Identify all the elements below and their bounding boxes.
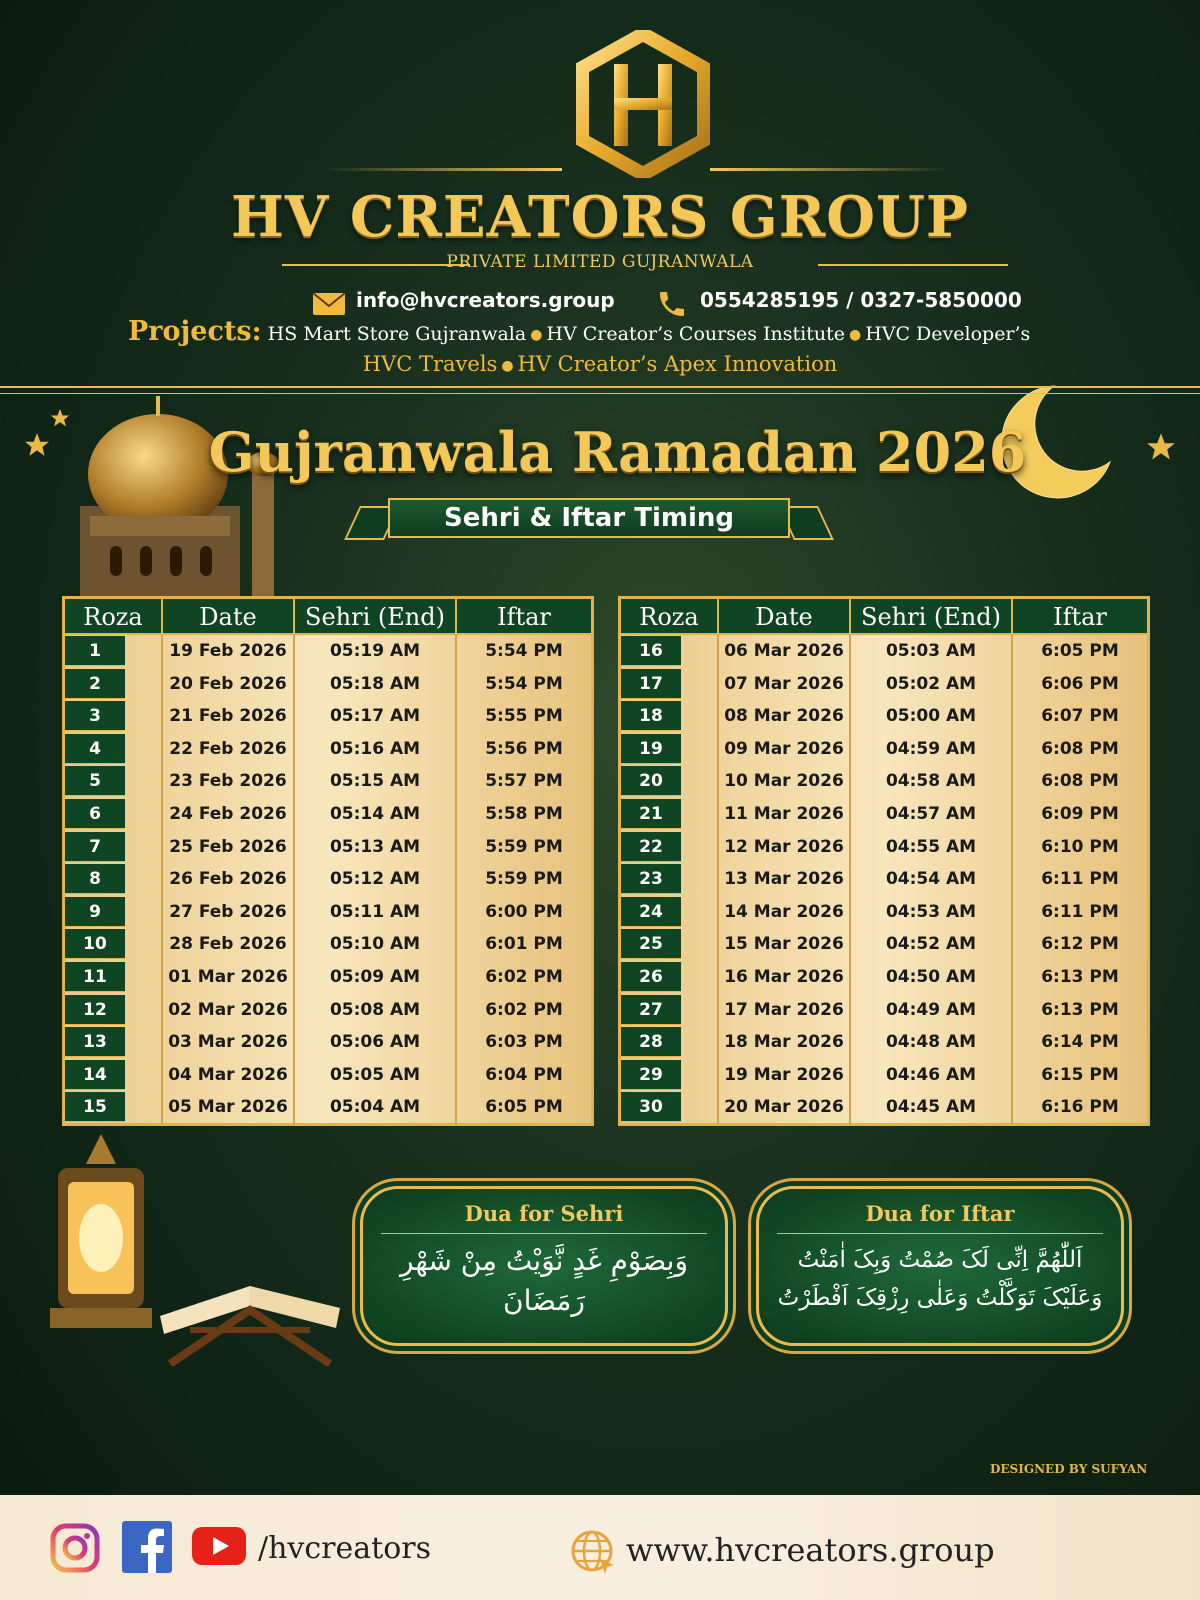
roza-number: 18 bbox=[621, 701, 681, 731]
roza-cell bbox=[621, 896, 719, 929]
sehri-cell: 05:16 AM bbox=[295, 733, 457, 766]
roza-number: 22 bbox=[621, 832, 681, 862]
col-roza: Roza bbox=[65, 599, 163, 633]
date-cell: 11 Mar 2026 bbox=[719, 798, 851, 831]
table-row bbox=[621, 635, 1147, 668]
roza-cell bbox=[65, 994, 163, 1027]
table-row bbox=[65, 765, 591, 798]
date-cell: 04 Mar 2026 bbox=[163, 1059, 295, 1092]
roza-number: 28 bbox=[621, 1027, 681, 1057]
date-cell: 23 Feb 2026 bbox=[163, 765, 295, 798]
iftar-cell: 6:08 PM bbox=[1041, 738, 1119, 759]
date-cell: 06 Mar 2026 bbox=[719, 635, 851, 668]
roza-number: 12 bbox=[65, 995, 125, 1025]
roza-number: 4 bbox=[65, 734, 125, 764]
iftar-cell: 6:07 PM bbox=[1041, 706, 1119, 727]
sehri-cell: 05:15 AM bbox=[295, 765, 457, 798]
date-cell: 12 Mar 2026 bbox=[719, 831, 851, 864]
sehri-cell: 04:45 AM bbox=[851, 1091, 1013, 1124]
table-body bbox=[65, 635, 591, 1124]
iftar-cell: 6:01 PM bbox=[485, 934, 563, 955]
roza-cell bbox=[621, 700, 719, 733]
sehri-cell: 05:02 AM bbox=[851, 668, 1013, 701]
table-row bbox=[621, 700, 1147, 733]
roza-cell bbox=[621, 1026, 719, 1059]
dua-iftar-text: اَللّٰهُمَّ اِنِّى لَکَ صُمْتُ وَبِکَ اٰمَنْتُ وَعَلَيْکَ تَوَکَّلْتُ وَعَلٰى رِزْقِکَ اَفْطَرْتُ bbox=[777, 1247, 1103, 1311]
table-row bbox=[65, 733, 591, 766]
iftar-cell: 5:54 PM bbox=[485, 641, 563, 661]
sehri-cell: 04:53 AM bbox=[851, 896, 1013, 929]
roza-cell bbox=[65, 961, 163, 994]
sehri-cell: 04:58 AM bbox=[851, 765, 1013, 798]
projects-line: Projects: HS Mart Store Gujranwala ● HV Creator’s Courses Institute ● HVC Developer’s bbox=[128, 316, 1031, 347]
date-cell: 22 Feb 2026 bbox=[163, 733, 295, 766]
sehri-cell: 05:11 AM bbox=[295, 896, 457, 929]
quran-icon bbox=[150, 1246, 350, 1366]
roza-cell bbox=[65, 896, 163, 929]
iftar-cell: 6:09 PM bbox=[1041, 803, 1119, 824]
iftar-cell: 6:10 PM bbox=[1041, 836, 1119, 857]
sehri-cell: 04:52 AM bbox=[851, 928, 1013, 961]
table-header bbox=[65, 599, 591, 635]
roza-number: 20 bbox=[621, 766, 681, 796]
iftar-cell: 5:54 PM bbox=[485, 673, 563, 694]
roza-cell bbox=[621, 994, 719, 1027]
roza-cell bbox=[65, 1091, 163, 1124]
instagram-icon[interactable] bbox=[50, 1523, 100, 1573]
roza-number: 5 bbox=[65, 766, 125, 796]
roza-number: 23 bbox=[621, 864, 681, 894]
iftar-cell: 6:02 PM bbox=[485, 966, 563, 987]
table-row bbox=[65, 635, 591, 668]
roza-cell bbox=[65, 1026, 163, 1059]
roza-number: 9 bbox=[65, 897, 125, 927]
projects-label: Projects: bbox=[128, 316, 262, 347]
roza-number: 17 bbox=[621, 669, 681, 699]
roza-number: 6 bbox=[65, 799, 125, 829]
col-date: Date bbox=[163, 599, 295, 633]
globe-icon bbox=[570, 1529, 616, 1575]
roza-cell bbox=[65, 798, 163, 831]
iftar-cell: 6:00 PM bbox=[485, 901, 563, 922]
sehri-cell: 04:49 AM bbox=[851, 994, 1013, 1027]
roza-number: 30 bbox=[621, 1092, 681, 1122]
roza-cell bbox=[621, 635, 719, 668]
project-item: HV Creator’s Apex Innovation bbox=[517, 352, 838, 376]
table-row bbox=[621, 765, 1147, 798]
roza-number: 3 bbox=[65, 701, 125, 731]
roza-cell bbox=[621, 1091, 719, 1124]
table-row bbox=[65, 798, 591, 831]
sehri-cell: 05:05 AM bbox=[295, 1059, 457, 1092]
roza-cell bbox=[65, 765, 163, 798]
sehri-cell: 04:48 AM bbox=[851, 1026, 1013, 1059]
iftar-cell: 6:05 PM bbox=[1041, 641, 1119, 661]
date-cell: 03 Mar 2026 bbox=[163, 1026, 295, 1059]
sehri-cell: 04:55 AM bbox=[851, 831, 1013, 864]
roza-cell bbox=[621, 863, 719, 896]
iftar-cell: 6:04 PM bbox=[485, 1064, 563, 1085]
roza-number: 26 bbox=[621, 962, 681, 992]
iftar-cell: 6:06 PM bbox=[1041, 673, 1119, 694]
col-iftar: Iftar bbox=[497, 603, 551, 631]
projects-line-2: HVC Travels ● HV Creator’s Apex Innovation bbox=[362, 352, 838, 376]
roza-cell bbox=[621, 668, 719, 701]
lantern-icon bbox=[36, 1134, 166, 1344]
mail-icon bbox=[312, 292, 346, 316]
roza-cell bbox=[621, 928, 719, 961]
roza-cell bbox=[65, 635, 163, 668]
table-row bbox=[621, 798, 1147, 831]
table-header bbox=[621, 599, 1147, 635]
roza-number: 15 bbox=[65, 1092, 125, 1122]
roza-cell bbox=[621, 733, 719, 766]
iftar-cell: 5:56 PM bbox=[485, 738, 563, 759]
table-row bbox=[65, 831, 591, 864]
sehri-cell: 05:03 AM bbox=[851, 635, 1013, 668]
date-cell: 20 Mar 2026 bbox=[719, 1091, 851, 1124]
table-body bbox=[621, 635, 1147, 1124]
date-cell: 15 Mar 2026 bbox=[719, 928, 851, 961]
project-item: HV Creator’s Courses Institute bbox=[546, 323, 845, 345]
roza-number: 24 bbox=[621, 897, 681, 927]
roza-cell bbox=[65, 700, 163, 733]
timing-table-right bbox=[618, 596, 1150, 1126]
iftar-cell: 6:08 PM bbox=[1041, 771, 1119, 792]
date-cell: 01 Mar 2026 bbox=[163, 961, 295, 994]
roza-number: 21 bbox=[621, 799, 681, 829]
iftar-cell: 6:15 PM bbox=[1041, 1064, 1119, 1085]
table-row bbox=[65, 1059, 591, 1092]
dua-sehri-title: Dua for Sehri bbox=[464, 1201, 624, 1226]
table-row bbox=[621, 1091, 1147, 1124]
brand-subtitle: PRIVATE LIMITED GUJRANWALA bbox=[446, 252, 754, 272]
website-link[interactable]: www.hvcreators.group bbox=[626, 1531, 995, 1569]
iftar-cell: 6:16 PM bbox=[1041, 1097, 1119, 1118]
sehri-cell: 04:50 AM bbox=[851, 961, 1013, 994]
roza-number: 29 bbox=[621, 1060, 681, 1090]
date-cell: 28 Feb 2026 bbox=[163, 928, 295, 961]
col-roza: Roza bbox=[621, 599, 719, 633]
iftar-cell: 6:05 PM bbox=[485, 1097, 563, 1118]
sehri-cell: 05:18 AM bbox=[295, 668, 457, 701]
iftar-cell: 5:55 PM bbox=[485, 706, 563, 727]
sehri-cell: 05:10 AM bbox=[295, 928, 457, 961]
sehri-cell: 05:08 AM bbox=[295, 994, 457, 1027]
date-cell: 18 Mar 2026 bbox=[719, 1026, 851, 1059]
sehri-cell: 04:59 AM bbox=[851, 733, 1013, 766]
date-cell: 17 Mar 2026 bbox=[719, 994, 851, 1027]
roza-number: 2 bbox=[65, 669, 125, 699]
table-row bbox=[65, 700, 591, 733]
roza-cell bbox=[65, 668, 163, 701]
iftar-cell: 6:12 PM bbox=[1041, 934, 1119, 955]
iftar-cell: 6:02 PM bbox=[485, 999, 563, 1020]
sehri-cell: 04:46 AM bbox=[851, 1059, 1013, 1092]
project-item: HVC Travels bbox=[362, 352, 498, 376]
date-cell: 19 Feb 2026 bbox=[163, 635, 295, 668]
date-cell: 10 Mar 2026 bbox=[719, 765, 851, 798]
table-row bbox=[621, 928, 1147, 961]
col-iftar: Iftar bbox=[1053, 603, 1107, 631]
phone-number[interactable]: 0554285195 / 0327-5850000 bbox=[700, 288, 1022, 312]
roza-cell bbox=[621, 831, 719, 864]
iftar-cell: 6:13 PM bbox=[1041, 966, 1119, 987]
date-cell: 08 Mar 2026 bbox=[719, 700, 851, 733]
roza-number: 1 bbox=[65, 636, 125, 666]
iftar-cell: 5:57 PM bbox=[485, 771, 563, 792]
date-cell: 07 Mar 2026 bbox=[719, 668, 851, 701]
sehri-cell: 04:57 AM bbox=[851, 798, 1013, 831]
roza-cell bbox=[621, 1059, 719, 1092]
date-cell: 09 Mar 2026 bbox=[719, 733, 851, 766]
project-item: HVC Developer’s bbox=[865, 323, 1031, 345]
roza-cell bbox=[65, 1059, 163, 1092]
dua-iftar-title: Dua for Iftar bbox=[865, 1201, 1015, 1226]
roza-cell bbox=[621, 765, 719, 798]
iftar-cell: 5:59 PM bbox=[485, 869, 563, 890]
social-handle[interactable]: /hvcreators bbox=[258, 1531, 432, 1566]
roza-number: 16 bbox=[621, 636, 681, 666]
date-cell: 05 Mar 2026 bbox=[163, 1091, 295, 1124]
subtitle-ribbon: Sehri & Iftar Timing bbox=[388, 498, 790, 538]
date-cell: 02 Mar 2026 bbox=[163, 994, 295, 1027]
iftar-cell: 6:11 PM bbox=[1041, 901, 1119, 922]
table-row bbox=[65, 928, 591, 961]
roza-number: 13 bbox=[65, 1027, 125, 1057]
roza-cell bbox=[621, 961, 719, 994]
table-row bbox=[621, 831, 1147, 864]
date-cell: 13 Mar 2026 bbox=[719, 863, 851, 896]
sehri-cell: 05:12 AM bbox=[295, 863, 457, 896]
iftar-cell: 6:13 PM bbox=[1041, 999, 1119, 1020]
date-cell: 14 Mar 2026 bbox=[719, 896, 851, 929]
table-row bbox=[65, 863, 591, 896]
table-row bbox=[65, 896, 591, 929]
date-cell: 24 Feb 2026 bbox=[163, 798, 295, 831]
iftar-cell: 5:58 PM bbox=[485, 803, 563, 824]
youtube-icon[interactable] bbox=[192, 1527, 246, 1565]
sehri-cell: 05:06 AM bbox=[295, 1026, 457, 1059]
roza-number: 25 bbox=[621, 929, 681, 959]
roza-cell bbox=[65, 733, 163, 766]
iftar-cell: 6:14 PM bbox=[1041, 1032, 1119, 1053]
table-row bbox=[621, 1026, 1147, 1059]
timing-table-left bbox=[62, 596, 594, 1126]
date-cell: 19 Mar 2026 bbox=[719, 1059, 851, 1092]
iftar-cell: 6:03 PM bbox=[485, 1032, 563, 1053]
roza-cell bbox=[65, 928, 163, 961]
table-row bbox=[621, 863, 1147, 896]
date-cell: 27 Feb 2026 bbox=[163, 896, 295, 929]
table-row bbox=[621, 994, 1147, 1027]
table-row bbox=[65, 668, 591, 701]
sehri-cell: 05:00 AM bbox=[851, 700, 1013, 733]
email-link[interactable]: info@hvcreators.group bbox=[356, 288, 615, 312]
roza-number: 10 bbox=[65, 929, 125, 959]
table-row bbox=[65, 1091, 591, 1124]
sehri-cell: 04:54 AM bbox=[851, 863, 1013, 896]
roza-number: 11 bbox=[65, 962, 125, 992]
table-row bbox=[621, 961, 1147, 994]
table-row bbox=[621, 1059, 1147, 1092]
facebook-icon[interactable] bbox=[122, 1521, 172, 1573]
table-row bbox=[65, 994, 591, 1027]
roza-number: 8 bbox=[65, 864, 125, 894]
date-cell: 26 Feb 2026 bbox=[163, 863, 295, 896]
roza-number: 27 bbox=[621, 995, 681, 1025]
project-item: HS Mart Store Gujranwala bbox=[267, 323, 527, 345]
table-row bbox=[621, 733, 1147, 766]
sehri-cell: 05:13 AM bbox=[295, 831, 457, 864]
table-row bbox=[65, 1026, 591, 1059]
roza-cell bbox=[65, 863, 163, 896]
date-cell: 20 Feb 2026 bbox=[163, 668, 295, 701]
header-divider bbox=[0, 386, 1200, 394]
roza-cell bbox=[65, 831, 163, 864]
designer-credit: DESIGNED BY SUFYAN bbox=[990, 1462, 1148, 1476]
roza-number: 7 bbox=[65, 832, 125, 862]
footer bbox=[0, 1495, 1200, 1600]
table-row bbox=[621, 668, 1147, 701]
dua-sehri-panel bbox=[360, 1186, 728, 1346]
page-title: Gujranwala Ramadan 2026 bbox=[208, 420, 1027, 484]
col-sehri: Sehri (End) bbox=[851, 599, 1013, 633]
sehri-cell: 05:09 AM bbox=[295, 961, 457, 994]
sehri-cell: 05:17 AM bbox=[295, 700, 457, 733]
date-cell: 16 Mar 2026 bbox=[719, 961, 851, 994]
iftar-cell: 6:11 PM bbox=[1041, 869, 1119, 890]
roza-number: 19 bbox=[621, 734, 681, 764]
date-cell: 21 Feb 2026 bbox=[163, 700, 295, 733]
roza-cell bbox=[621, 798, 719, 831]
hv-logo-icon bbox=[576, 30, 710, 178]
dua-iftar-panel bbox=[756, 1186, 1124, 1346]
roza-number: 14 bbox=[65, 1060, 125, 1090]
col-sehri: Sehri (End) bbox=[295, 599, 457, 633]
table-row bbox=[65, 961, 591, 994]
dua-sehri-text: وَبِصَوْمِ غَدٍ نَّوَيْتُ مِنْ شَهْرِ رَمَضَانَ bbox=[399, 1244, 688, 1317]
sehri-cell: 05:14 AM bbox=[295, 798, 457, 831]
sehri-cell: 05:04 AM bbox=[295, 1091, 457, 1124]
sehri-cell: 05:19 AM bbox=[295, 635, 457, 668]
brand-name: HV CREATORS GROUP bbox=[230, 184, 970, 250]
iftar-cell: 5:59 PM bbox=[485, 836, 563, 857]
table-row bbox=[621, 896, 1147, 929]
col-date: Date bbox=[719, 599, 851, 633]
date-cell: 25 Feb 2026 bbox=[163, 831, 295, 864]
